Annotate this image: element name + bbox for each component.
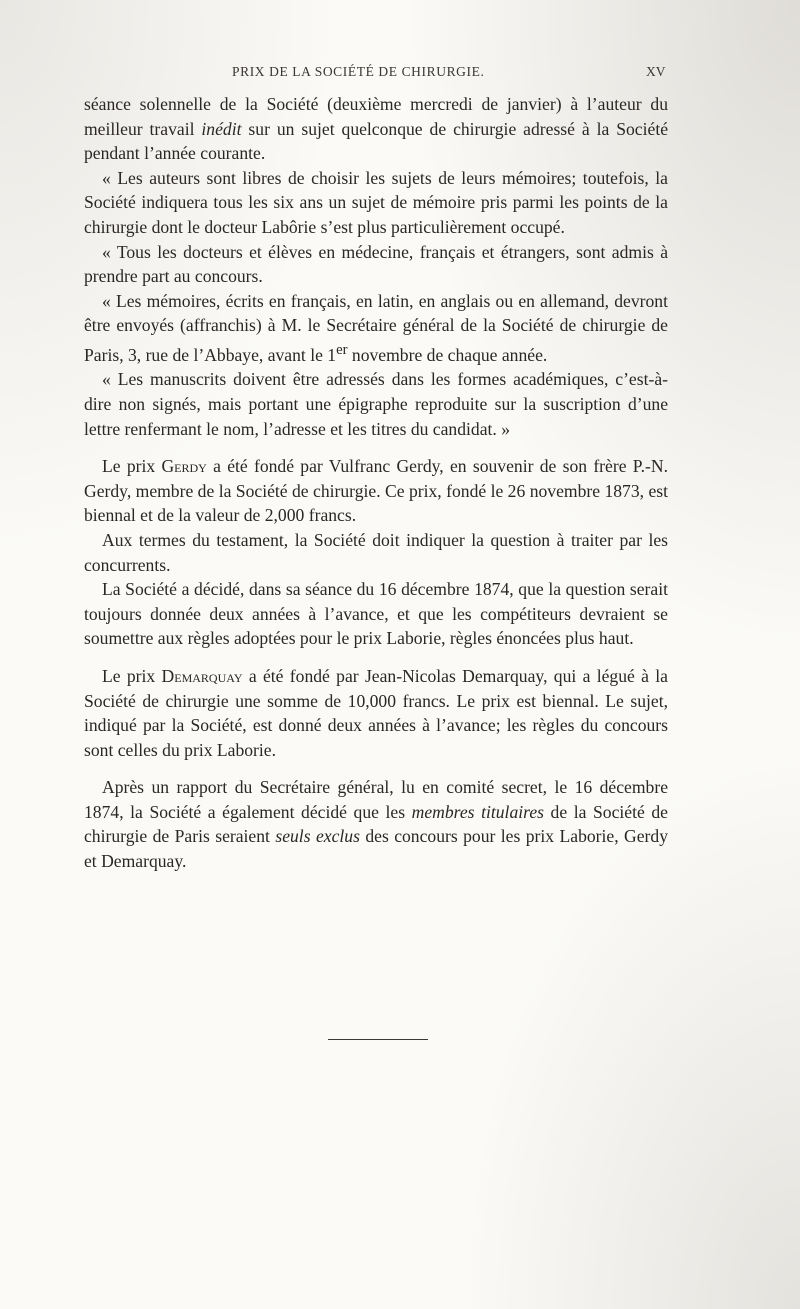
p10-text-c: des concours pour les prix Laborie, Gerdy et Demarquay. (84, 826, 668, 872)
p4-text-a: « Les mémoires, écrits en français, en latin, en anglais ou en allemand, devront être envoyés (affranchis) à M. le Secrétaire général de la Société de chirurgie de Paris, 3, rue de l’Abbaye, avant le 1 (84, 290, 668, 365)
paragraph-4 (84, 289, 668, 368)
p6-text-a: Le prix (102, 456, 162, 477)
p9-text-b: a été fondé par Jean-Nicolas Demarquay, qui a légué à la Société de chirurgie une somme de 10,000 francs. Le prix est biennal. Le sujet, indiqué par la Société, est donné deux années à l’avance; les règles du concours sont celles du prix Laborie. (84, 665, 668, 760)
paragraph-8: La Société a décidé, dans sa séance du 16 décembre 1874, que la question serait toujours donnée deux années à l’avance, et que les compétiteurs devraient se soumettre aux règles adoptées pour le prix Laborie, règles énoncées plus haut. (84, 579, 668, 649)
p4-text-b: novembre de chaque année. (347, 344, 548, 365)
paragraph-9 (84, 664, 668, 762)
p6-text-b: a été fondé par Vulfranc Gerdy, en souvenir de son frère P.-N. Gerdy, membre de la Société de chirurgie. Ce prix, fondé le 26 novembre 1873, est biennal et de la valeur de 2,000 francs. (84, 456, 668, 526)
end-rule (328, 1039, 428, 1040)
page-number: XV (646, 64, 666, 79)
paragraph-3: « Tous les docteurs et élèves en médecine, français et étrangers, sont admis à prendre part au concours. (84, 241, 668, 287)
p4-superscript: er (336, 341, 348, 358)
paragraph-1 (84, 92, 668, 166)
p10-text-a: Après un rapport du Secrétaire général, lu en comité secret, le 16 décembre 1874, la Société a également décidé que les (84, 777, 668, 822)
p1-text-a: séance solennelle de la Société (deuxième mercredi de janvier) à l’auteur du meilleur travail (84, 94, 668, 139)
p10-emphasis-1: membres titulaires (411, 801, 544, 822)
running-header (0, 64, 800, 86)
p1-text-b: sur un sujet quelconque de chirurgie adressé à la Société pendant l’année courante. (84, 118, 669, 164)
p9-small-caps: Demarquay (161, 665, 243, 686)
p6-small-caps: Gerdy (161, 456, 207, 477)
paragraph-2: « Les auteurs sont libres de choisir les sujets de leurs mémoires; toutefois, la Société indiquera tous les six ans un sujet de mémoire pris parmi les points de la chirurgie dont le docteur Labôrie s’est plus particulièrement occupé. (84, 167, 668, 237)
paragraph-6 (84, 454, 668, 528)
paragraph-5: « Les manuscrits doivent être adressés dans les formes académiques, c’est-à-dire non signés, mais portant une épigraphe reproduite sur la suscription d’une lettre renfermant le nom, l’adresse et les titres du candidat. » (84, 369, 668, 439)
header-title: PRIX DE LA SOCIÉTÉ DE CHIRURGIE. (232, 64, 485, 79)
p9-text-a: Le prix (102, 665, 162, 686)
p10-emphasis-2: seuls exclus (275, 826, 360, 847)
p10-text-b: de la Société de chirurgie de Paris seraient (84, 801, 668, 847)
paragraph-7: Aux termes du testament, la Société doit indiquer la question à traiter par les concurrents. (84, 529, 668, 575)
p1-emphasis: inédit (201, 118, 242, 139)
paragraph-10 (84, 775, 668, 873)
body-text (84, 92, 668, 874)
